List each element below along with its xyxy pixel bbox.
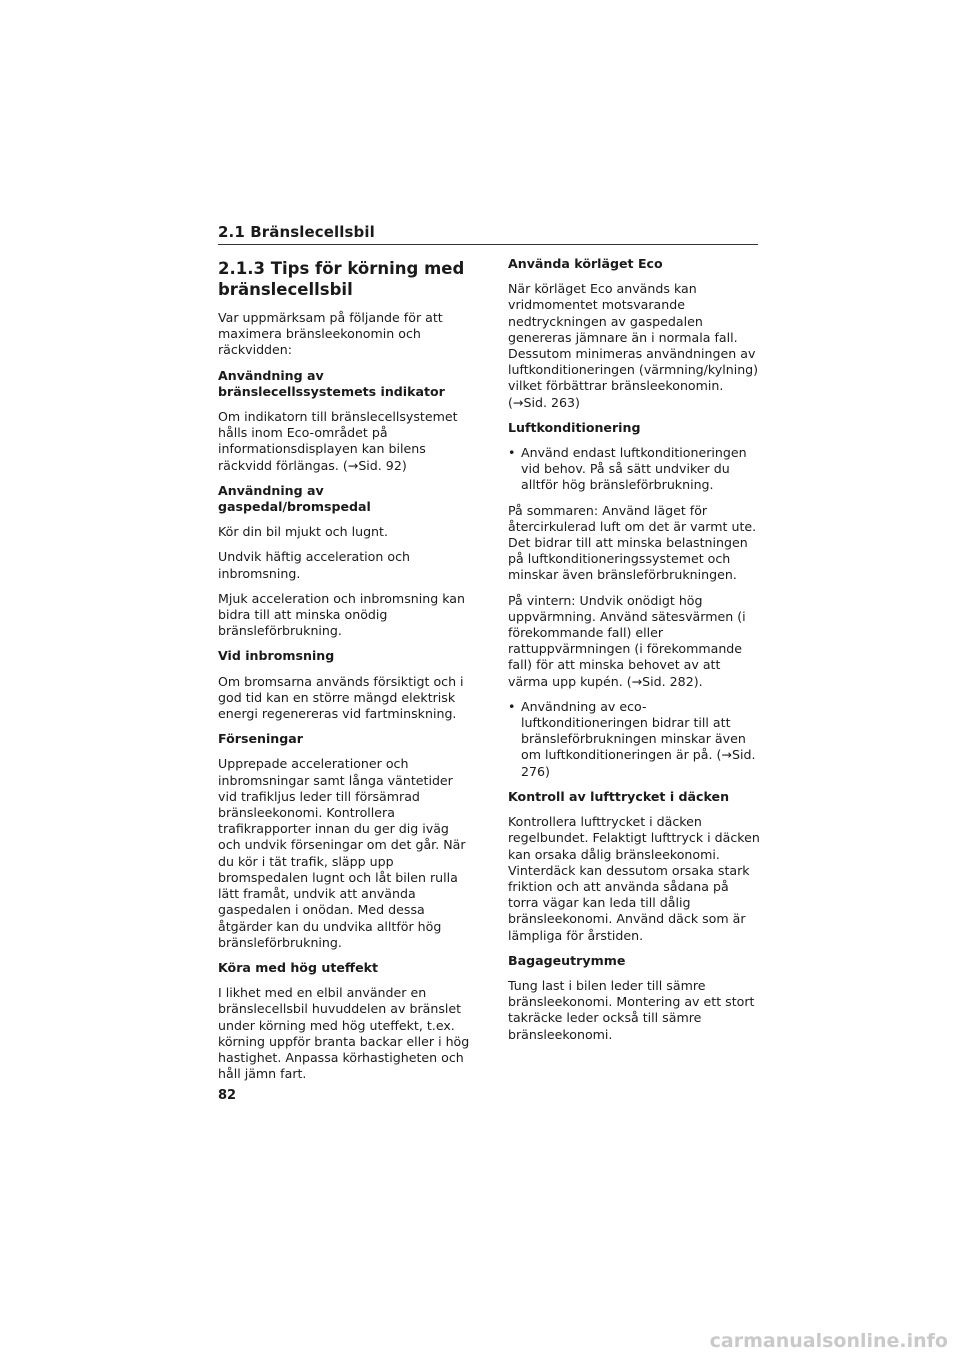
eco-mode-paragraph: När körläget Eco används kan vridmomentet motsvarande nedtryckningen av gaspedalen genereras jämnare än i normala fall. Dessutom minimeras användningen av luftkonditioneringen (värmning/kylning) vilket förbättrar bränsleekonomin. (→Sid. 263) [508,281,759,410]
bullet-icon: • [508,445,516,461]
delays-paragraph: Upprepade accelerationer och inbromsningar samt långa väntetider vid trafikljus leder till försämrad bränsleekonomi. Kontrollera trafikrapporter innan du ger dig iväg och undvik förseningar om det går. När du kör i tät trafik, släpp upp bromspedalen lugnt och låt bilen rulla lätt framåt, undvik att använda gaspedalen i onödan. Med dessa åtgärder kan du undvika alltför hög bränsleförbrukning. [218,756,466,950]
section-divider [218,244,758,245]
pedals-paragraph-1: Kör din bil mjukt och lugnt. [218,524,388,540]
right-column [508,256,760,1052]
subheading-air-conditioning: Luftkonditionering [508,419,641,435]
high-output-paragraph: I likhet med en elbil använder en bränslecellsbil huvuddelen av bränslet under körning med hög uteffekt, t.ex. körning uppför branta backar eller i hög hastighet. Anpassa körhastigheten och håll jämn fart. [218,985,470,1082]
pedals-paragraph-3: Mjuk acceleration och inbromsning kan bidra till att minska onödig bränsleförbrukning. [218,590,465,639]
subheading-indicator: Användning av bränslecellssystemets indikator [218,367,445,399]
subheading-luggage: Bagageutrymme [508,952,626,968]
pedals-paragraph-2: Undvik häftig acceleration och inbromsning. [218,549,410,581]
page-number: 82 [218,1088,237,1103]
bullet-item [508,699,760,780]
bullet-icon: • [508,698,516,714]
bullet-text: Använd endast luftkonditioneringen vid behov. På så sätt undviker du alltför hög bränsleförbrukning. [521,445,747,493]
summer-paragraph: På sommaren: Använd läget för återcirkulerad luft om det är varmt ute. Det bidrar till att minska belastningen på luftkonditioneringssystemet och minskar även bränsleförbrukningen. [508,502,757,583]
watermark: carmanualsonline.info [709,1330,948,1352]
subheading-pedals: Användning av gaspedal/bromspedal [218,482,371,515]
tire-pressure-paragraph: Kontrollera lufttrycket i däcken regelbundet. Felaktigt lufttryck i däcken kan orsaka dålig bränsleekonomi. Vinterdäck kan dessutom orsaka stark friktion och att använda sådana på torra vägar kan leda till dålig bränsleekonomi. Använd däck som är lämpliga för årstiden. [508,814,760,943]
bullet-text: Användning av eco-luftkonditioneringen bidrar till att bränsleförbrukningen minskar även om luftkonditioneringen är på. (→Sid. 276) [521,698,756,779]
bullet-item [508,445,760,494]
winter-paragraph: På vintern: Undvik onödigt hög uppvärmning. Använd sätesvärmen (i förekommande fall) eller rattuppvärmningen (i förekommande fall) för att minska behovet av att värma upp kupén. (→Sid. 282). [508,592,746,689]
subheading-high-output: Köra med hög uteffekt [218,959,379,975]
subheading-braking: Vid inbromsning [218,648,335,664]
intro-paragraph: Var uppmärksam på följande för att maximera bränsleekonomin och räckvidden: [218,310,443,358]
section-header: 2.1 Bränslecellsbil [218,223,375,241]
chapter-title: 2.1.3 Tips för körning med bränslecellsbil [218,259,465,299]
subheading-delays: Förseningar [218,731,303,747]
left-column [218,258,470,1091]
braking-paragraph: Om bromsarna används försiktigt och i god tid kan en större mängd elektrisk energi regenereras vid fartminskning. [218,673,464,722]
subheading-eco-mode: Använda körläget Eco [508,256,663,271]
luggage-paragraph: Tung last i bilen leder till sämre bränsleekonomi. Montering av ett stort takräcke leder också till sämre bränsleekonomi. [508,977,755,1042]
indicator-paragraph: Om indikatorn till bränslecellsystemet hålls inom Eco-området på informationsdisplayen kan bilens räckvidd förlängas. (→Sid. 92) [218,409,458,473]
subheading-tire-pressure: Kontroll av lufttrycket i däcken [508,788,730,804]
